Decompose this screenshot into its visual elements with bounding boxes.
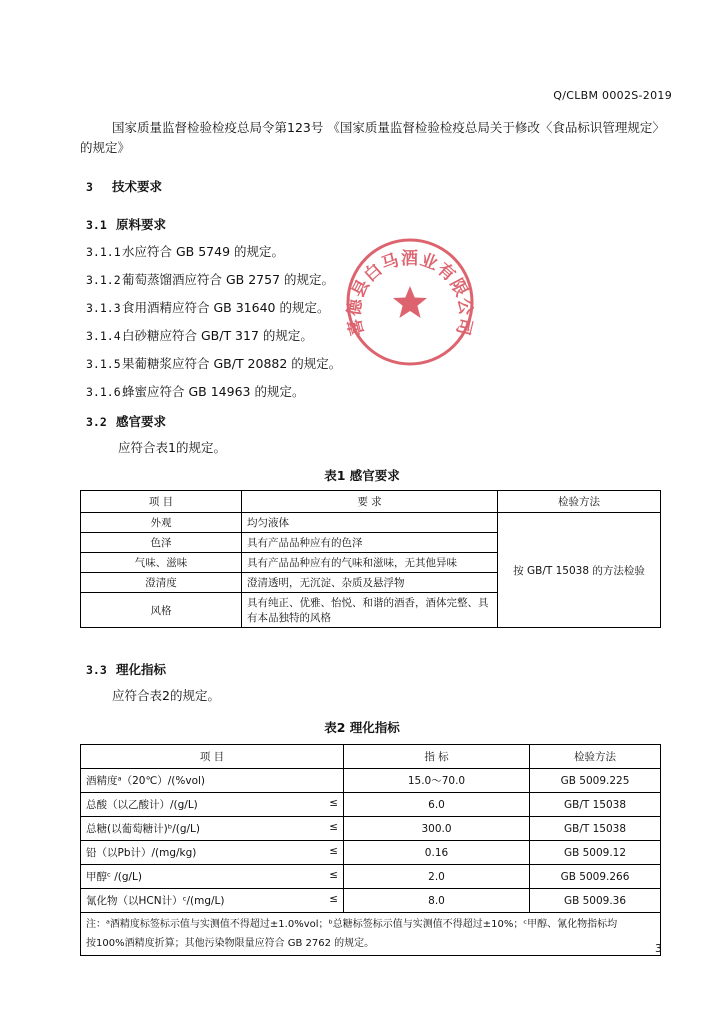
material-item: 3.1.4白砂糖应符合 GB/T 317 的规定。: [86, 328, 313, 343]
table-note-row: 注：ᵃ酒精度标签标示值与实测值不得超过±1.0%vol；ᵇ总糖标签标示值与实测值不得超过±10%；ᶜ甲醇、氰化物指标均 按100%酒精度折算；其他污染物限量应符合 GB 2762 的规定。: [81, 913, 661, 956]
document-code: Q/CLBM 0002S-2019: [553, 89, 672, 102]
table-row: 甲醇ᶜ /(g/L) ≤ 2.0 GB 5009.266: [81, 865, 661, 889]
section-3-2-note: 应符合表1的规定。: [118, 440, 226, 455]
section-3-heading: 3 技术要求: [86, 179, 163, 194]
table-row: 气味、滋味 具有产品品种应有的气味和滋味，无其他异味: [81, 553, 661, 573]
table-row: 澄清度 澄清透明，无沉淀、杂质及悬浮物: [81, 573, 661, 593]
page-number: 3: [655, 942, 662, 955]
section-3-1-heading: 3.1 原料要求: [86, 217, 167, 232]
table-row: 铅（以Pb计）/(mg/kg) ≤ 0.16 GB 5009.12: [81, 841, 661, 865]
table1-caption: 表1 感官要求: [324, 468, 400, 483]
t2-header-item: 项 目: [81, 745, 344, 769]
material-item: 3.1.6蜂蜜应符合 GB 14963 的规定。: [86, 384, 305, 399]
sensory-table: [80, 490, 661, 628]
section-3-3-heading: 3.3 理化指标: [86, 662, 167, 677]
star-icon: [393, 286, 427, 318]
material-item: 3.1.1水应符合 GB 5749 的规定。: [86, 244, 284, 259]
table-row: 氰化物（以HCN计）ᶜ/(mg/L) ≤ 8.0 GB 5009.36: [81, 889, 661, 913]
company-seal-stamp: [344, 236, 476, 368]
material-item: 3.1.2葡萄蒸馏酒应符合 GB 2757 的规定。: [86, 272, 334, 287]
section-3-3-note: 应符合表2的规定。: [112, 688, 220, 703]
table-row: 风格 具有纯正、优雅、怡悦、和谐的酒香，酒体完整、具 有本品独特的风格: [81, 593, 661, 628]
material-item: 3.1.3食用酒精应符合 GB 31640 的规定。: [86, 300, 330, 315]
t1-header-requirement: 要 求: [242, 491, 498, 513]
t2-header-method: 检验方法: [530, 745, 661, 769]
table-row: 总糖(以葡萄糖计)ᵇ/(g/L) ≤ 300.0 GB/T 15038: [81, 817, 661, 841]
table-row: 总酸（以乙酸计）/(g/L) ≤ 6.0 GB/T 15038: [81, 793, 661, 817]
table-row: 外观 均匀液体 按 GB/T 15038 的方法检验: [81, 513, 661, 533]
t1-header-method: 检验方法: [498, 491, 661, 513]
table-row: 酒精度ᵃ（20℃）/(%vol) 15.0～70.0 GB 5009.225: [81, 769, 661, 793]
t1-header-item: 项 目: [81, 491, 242, 513]
material-item: 3.1.5果葡糖浆应符合 GB/T 20882 的规定。: [86, 356, 342, 371]
section-3-2-heading: 3.2 感官要求: [86, 414, 167, 429]
table-row: 色泽 具有产品品种应有的色泽: [81, 533, 661, 553]
intro-line-1: 国家质量监督检验检疫总局令第123号 《国家质量监督检验检疫总局关于修改〈食品标识管理规定〉: [112, 120, 665, 135]
t2-header-index: 指 标: [344, 745, 530, 769]
intro-line-2: 的规定》: [80, 140, 131, 155]
physicochemical-table: [80, 744, 661, 956]
table2-caption: 表2 理化指标: [324, 720, 400, 735]
t1-method-cell: 按 GB/T 15038 的方法检验: [498, 513, 661, 628]
seal-text: 喜德县白马酒业有限公司: [344, 249, 476, 338]
